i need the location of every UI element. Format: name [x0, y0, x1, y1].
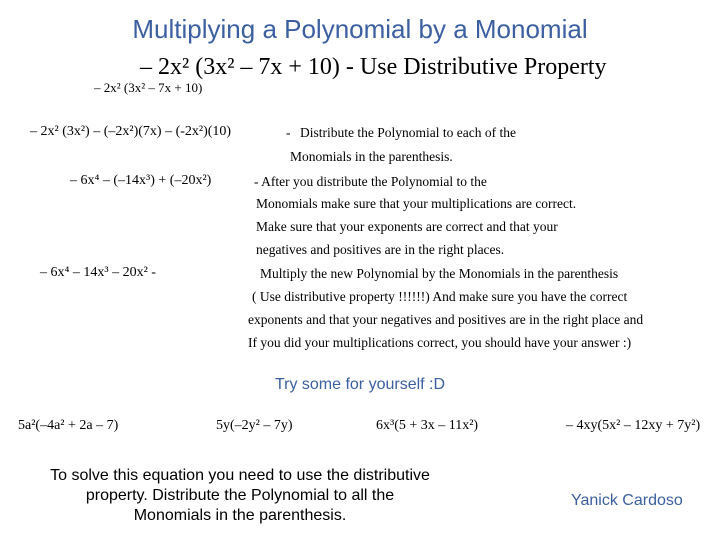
try-label: Try some for yourself :D: [274, 376, 446, 393]
step3-note-line1: Multiply the new Polynomial by the Monomials in the parenthesis: [260, 266, 619, 281]
small-equation: – 2x² (3x² – 7x + 10): [94, 80, 203, 95]
exercise-2: 5y(–2y² – 7y): [216, 418, 293, 433]
step2-equation: – 6x⁴ – (–14x³) + (–20x²): [70, 173, 212, 188]
step3-note-line2: ( Use distributive property !!!!!!) And make sure you have the correct: [252, 289, 628, 304]
exercise-4: – 4xy(5x² – 12xy + 7y²): [566, 418, 701, 433]
step2-note-line2: Monomials make sure that your multiplications are correct.: [256, 196, 577, 211]
author-name: Yanick Cardoso: [571, 492, 683, 509]
exercise-3: 6x³(5 + 3x – 11x²): [376, 418, 479, 433]
step1-dash: -: [286, 125, 291, 140]
step1-note-line2: Monomials in the parenthesis.: [290, 149, 453, 164]
step3-note-line4: If you did your multiplications correct, you should have your answer :): [248, 335, 632, 350]
slide-title: Multiplying a Polynomial by a Monomial: [132, 14, 588, 44]
step3-note-line3: exponents and that your negatives and positives are in the right place and: [248, 312, 644, 327]
step3-equation: – 6x⁴ – 14x³ – 20x² -: [40, 265, 156, 280]
step2-note-line3: Make sure that your exponents are correct and that your: [256, 219, 558, 234]
instruction-line1: To solve this equation you need to use the distributive: [50, 467, 430, 484]
instruction-line2: property. Distribute the Polynomial to all the: [85, 487, 395, 504]
step2-note-line4: negatives and positives are in the right places.: [256, 242, 505, 257]
step1-note-line1: Distribute the Polynomial to each of the: [300, 125, 516, 140]
step2-note-line1: - After you distribute the Polynomial to the: [254, 174, 487, 189]
step1-equation: – 2x² (3x²) – (–2x²)(7x) – (-2x²)(10): [30, 124, 232, 139]
instruction-text: [0, 466, 480, 526]
main-equation: – 2x² (3x² – 7x + 10) - Use Distributive Property: [140, 54, 607, 80]
instruction-line3: Monomials in the parenthesis.: [133, 507, 347, 524]
exercise-1: 5a²(–4a² + 2a – 7): [18, 418, 119, 433]
